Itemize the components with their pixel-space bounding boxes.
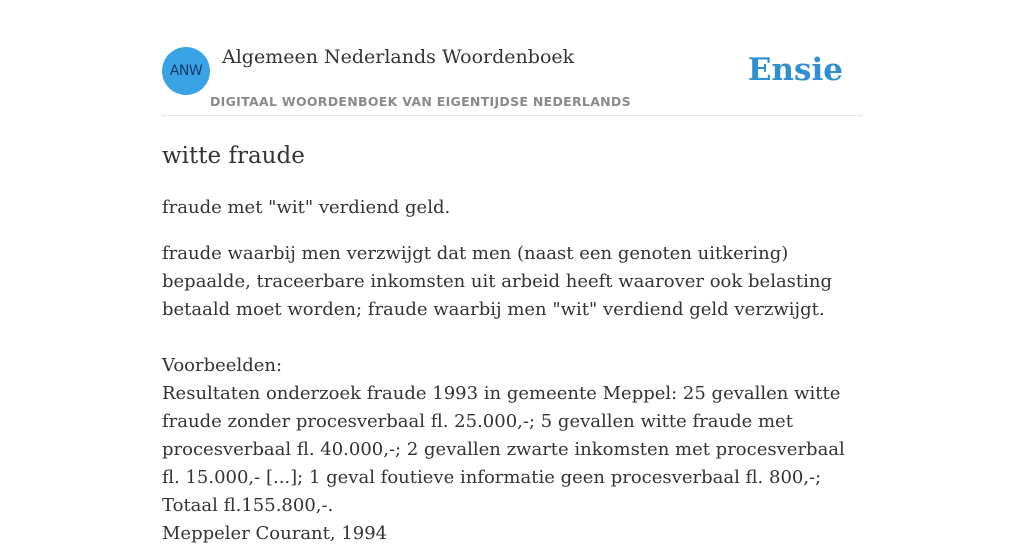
examples-heading: Voorbeelden:: [162, 355, 283, 376]
example-source: Meppeler Courant, 1994: [162, 523, 388, 544]
anw-logo[interactable]: ANW: [162, 47, 210, 95]
site-title[interactable]: Algemeen Nederlands Woordenboek: [222, 46, 575, 68]
ensie-logo[interactable]: Ensie: [747, 52, 843, 88]
short-definition: fraude met "wit" verdiend geld.: [162, 197, 451, 218]
site-subtitle: DIGITAAL WOORDENBOEK VAN EIGENTIJDSE NEDERLANDS: [210, 94, 631, 109]
long-definition: fraude waarbij men verzwijgt dat men (naast een genoten uitkering) bepaalde, traceerbare inkomsten uit arbeid heeft waarover ook belasting betaald moet worden; fraude waarbij men "wit" verdiend geld verzwijgt.: [162, 243, 833, 320]
example-text: Resultaten onderzoek fraude 1993 in gemeente Meppel: 25 gevallen witte fraude zonder procesverbaal fl. 25.000,-; 5 gevallen witte fraude met procesverbaal fl. 40.000,-; 2 gevallen zwarte inkomsten met procesverbaal fl. 15.000,- [...]; 1 geval foutieve informatie geen procesverbaal fl. 800,-; Totaal fl.155.800,-.: [162, 383, 845, 516]
entry-content: [162, 116, 862, 548]
examples-section: [162, 352, 862, 548]
site-header: [162, 0, 862, 116]
page: [162, 0, 862, 544]
entry-title: witte fraude: [162, 143, 305, 169]
